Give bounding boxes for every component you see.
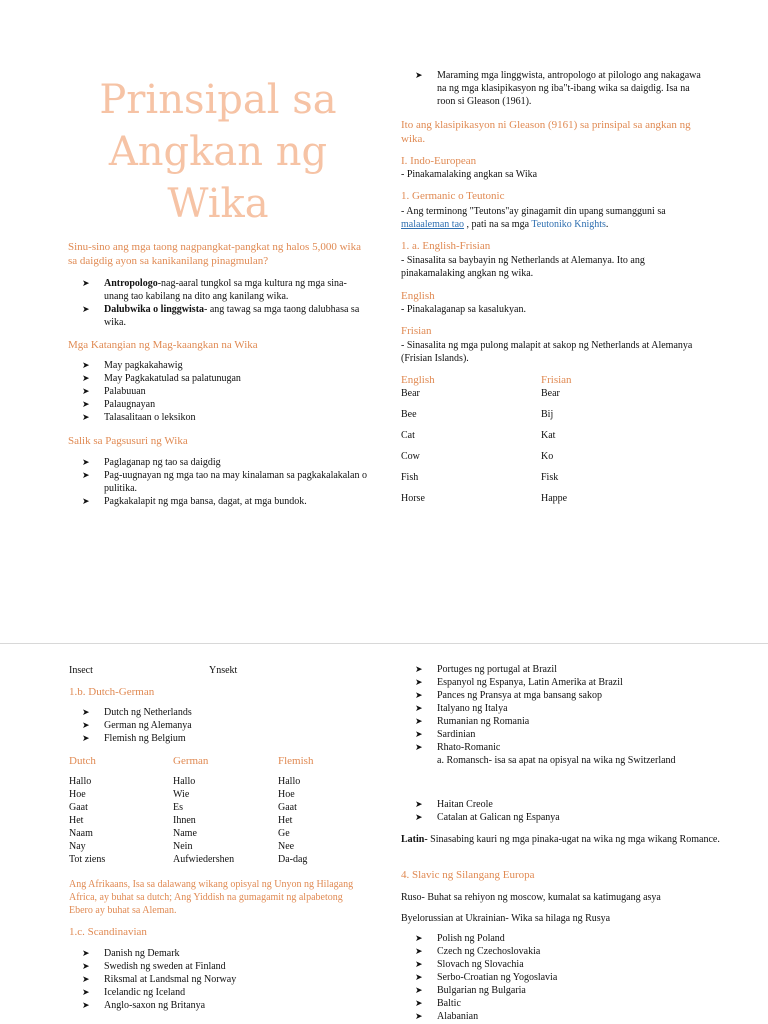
list-item: ➤ Maraming mga linggwista, antropologo at pilologo ang nakagawa na ng mga klasipikasyon ng iba"t-ibang wika sa daigdig. Isa na roon si Gleason (1961).	[415, 70, 701, 107]
list-item: ➤ Palaugnayan	[82, 399, 156, 410]
title-line: Prinsipal sa	[99, 77, 337, 123]
linguist-list	[403, 69, 703, 108]
slavic-heading: 4. Slavic ng Silangang Europa	[401, 869, 535, 881]
list-item: ➤ Icelandic ng Iceland	[82, 987, 186, 998]
katangian-heading: Mga Katangian ng Mag-kaangkan na Wika	[68, 339, 258, 351]
english-heading: English	[401, 290, 435, 302]
katangian-list	[70, 359, 370, 424]
arrow-bullet-icon: ➤	[415, 664, 423, 674]
scandinavian-heading: 1.c. Scandinavian	[69, 926, 147, 938]
list-item: ➤ German ng Alemanya	[82, 720, 192, 731]
arrow-bullet-icon: ➤	[415, 933, 423, 943]
dutch-german-table	[69, 754, 379, 867]
arrow-bullet-icon: ➤	[415, 742, 423, 752]
english-text: - Pinakalaganap sa kasalukyan.	[401, 304, 526, 315]
arrow-bullet-icon: ➤	[82, 1000, 90, 1010]
list-item: ➤ Pag-uugnayan ng mga tao na may kinalaman sa pagkakalakalan o pulitika.	[82, 470, 367, 494]
list-item: ➤ Rhato-Romanic	[415, 742, 501, 753]
list-item: ➤ Pagkakalapit ng mga bansa, dagat, at mga bundok.	[82, 496, 307, 507]
arrow-bullet-icon: ➤	[82, 733, 90, 743]
malaaleman-link[interactable]: malaaleman tao	[401, 219, 465, 230]
frisian-text: - Sinasalita ng mga pulong malapit at sakop ng Netherlands at Alemanya (Frisian Islands).	[401, 340, 693, 364]
arrow-bullet-icon: ➤	[82, 720, 90, 730]
teutoniko-knights-link[interactable]: Teutoniko Knights	[531, 219, 606, 230]
frisian-heading: Frisian	[401, 325, 432, 337]
arrow-bullet-icon: ➤	[415, 716, 423, 726]
table-row: Het Ihnen Het	[69, 815, 293, 826]
table-row: Bear Bear	[401, 388, 560, 399]
list-item: ➤ Rumanian ng Romania	[415, 716, 530, 727]
arrow-bullet-icon: ➤	[82, 304, 90, 314]
arrow-bullet-icon: ➤	[82, 948, 90, 958]
list-item: ➤ Italyano ng Italya	[415, 703, 508, 714]
dutch-german-list	[70, 706, 370, 745]
list-item: ➤ Slovach ng Slovachia	[415, 959, 524, 970]
table-row: Horse Happe	[401, 493, 568, 504]
title-line: Wika	[167, 181, 269, 227]
arrow-bullet-icon: ➤	[415, 998, 423, 1008]
romance-list-2	[403, 798, 723, 824]
salik-list	[70, 456, 370, 508]
list-item: ➤ Flemish ng Belgium	[82, 733, 186, 744]
arrow-bullet-icon: ➤	[415, 812, 423, 822]
germanic-heading: 1. Germanic o Teutonic	[401, 190, 505, 202]
arrow-bullet-icon: ➤	[82, 470, 90, 480]
list-item: ➤ Riksmal at Landsmal ng Norway	[82, 974, 237, 985]
list-item: ➤ Paglaganap ng tao sa daigdig	[82, 457, 221, 468]
arrow-bullet-icon: ➤	[82, 457, 90, 467]
table-row: Cat Kat	[401, 430, 556, 441]
afrikaans-note: Ang Afrikaans, Isa sa dalawang wikang opisyal ng Unyon ng Hilagang Africa, ay buhat sa dutch; Ang Yiddish na gumagamit ng alpabetong Ebero ay buhat sa Aleman.	[69, 879, 354, 916]
list-item: ➤ Talasalitaan o leksikon	[82, 412, 196, 423]
arrow-bullet-icon: ➤	[82, 278, 90, 288]
indo-european-heading: I. Indo-European	[401, 155, 477, 167]
table-header: Dutch German Flemish	[69, 755, 314, 767]
latin-note: Latin- Sinasabing kauri ng mga pinaka-ugat na wika ng mga wikang Romance.	[401, 834, 720, 845]
germanic-text: - Ang terminong "Teutons"ay ginagamit din upang sumangguni sa malaaleman tao , pati na sa mga Teutoniko Knights.	[401, 206, 666, 230]
list-item: ➤ Serbo-Croatian ng Yogoslavia	[415, 972, 558, 983]
list-item: ➤ Catalan at Galican ng Espanya	[415, 812, 560, 823]
arrow-bullet-icon: ➤	[415, 946, 423, 956]
arrow-bullet-icon: ➤	[415, 703, 423, 713]
list-item: ➤ Dutch ng Netherlands	[82, 707, 192, 718]
list-item: ➤ Polish ng Poland	[415, 933, 505, 944]
arrow-bullet-icon: ➤	[415, 1011, 423, 1021]
english-frisian-table	[401, 373, 701, 514]
scandinavian-list	[70, 947, 370, 1012]
list-item: ➤ Swedish ng sweden at Finland	[82, 961, 226, 972]
list-item: ➤ Pances ng Pransya at mga bansang sakop	[415, 690, 602, 701]
arrow-bullet-icon: ➤	[82, 987, 90, 997]
table-header: English Frisian	[401, 374, 572, 386]
arrow-bullet-icon: ➤	[82, 707, 90, 717]
gleason-heading: Ito ang klasipikasyon ni Gleason (9161) sa prinsipal sa angkan ng wika.	[401, 119, 691, 145]
list-item: ➤ Palabuuan	[82, 386, 146, 397]
arrow-bullet-icon: ➤	[415, 690, 423, 700]
list-item: ➤ Portuges ng portugal at Brazil	[415, 664, 557, 675]
arrow-bullet-icon: ➤	[415, 959, 423, 969]
list-item: ➤ Anglo-saxon ng Britanya	[82, 1000, 206, 1011]
dutch-german-heading: 1.b. Dutch-German	[69, 686, 155, 698]
arrow-bullet-icon: ➤	[82, 373, 90, 383]
list-item: ➤ Haitan Creole	[415, 799, 493, 810]
list-item: ➤ Baltic	[415, 998, 461, 1009]
list-item: ➤ Dalubwika o linggwista- ang tawag sa mga taong dalubhasa sa wika.	[82, 304, 360, 328]
arrow-bullet-icon: ➤	[82, 961, 90, 971]
salik-heading: Salik sa Pagsusuri ng Wika	[68, 435, 188, 447]
arrow-bullet-icon: ➤	[82, 974, 90, 984]
arrow-bullet-icon: ➤	[415, 677, 423, 687]
arrow-bullet-icon: ➤	[82, 399, 90, 409]
slavic-list	[403, 932, 723, 1023]
table-row: Gaat Es Gaat	[69, 802, 297, 813]
table-row: Bee Bij	[401, 409, 554, 420]
list-item: ➤ Danish ng Demark	[82, 948, 180, 959]
definition-list	[70, 277, 370, 329]
arrow-bullet-icon: ➤	[415, 729, 423, 739]
list-item: ➤ Alabanian	[415, 1011, 479, 1022]
list-item: ➤ Espanyol ng Espanya, Latin Amerika at Brazil	[415, 677, 623, 688]
page-title	[68, 74, 368, 230]
list-item: ➤ Bulgarian ng Bulgaria	[415, 985, 526, 996]
table-row: Hallo Hallo Hallo	[69, 776, 301, 787]
english-frisian-text: - Sinasalita sa baybayin ng Netherlands at Alemanya. Ito ang pinakamalaking angkan ng wika.	[401, 255, 645, 279]
arrow-bullet-icon: ➤	[82, 496, 90, 506]
question-heading: Sinu-sino ang mga taong nagpangkat-pangkat ng halos 5,000 wika sa daigdig ayon sa kanikanilang pinagmulan?	[68, 241, 361, 267]
list-item: ➤ Czech ng Czechoslovakia	[415, 946, 541, 957]
table-row: Tot ziens Aufwiedershen Da-dag	[69, 854, 308, 865]
english-frisian-heading: 1. a. English-Frisian	[401, 240, 491, 252]
page-divider	[0, 643, 768, 644]
table-row: Cow Ko	[401, 451, 554, 462]
byelorussian-text: Byelorussian at Ukrainian- Wika sa hilaga ng Rusya	[401, 913, 611, 924]
table-row: Nay Nein Nee	[69, 841, 295, 852]
title-line: Angkan ng	[108, 129, 328, 175]
arrow-bullet-icon: ➤	[82, 360, 90, 370]
indo-european-text: - Pinakamalaking angkan sa Wika	[401, 169, 538, 180]
ruso-text: Ruso- Buhat sa rehiyon ng moscow, kumalat sa katimugang asya	[401, 892, 661, 903]
arrow-bullet-icon: ➤	[82, 412, 90, 422]
arrow-bullet-icon: ➤	[415, 985, 423, 995]
arrow-bullet-icon: ➤	[415, 70, 423, 80]
insect-row: Insect Ynsekt	[69, 665, 238, 676]
table-row: Naam Name Ge	[69, 828, 290, 839]
arrow-bullet-icon: ➤	[415, 799, 423, 809]
arrow-bullet-icon: ➤	[415, 972, 423, 982]
table-row: Hoe Wie Hoe	[69, 789, 295, 800]
list-item: ➤ Antropologo-nag-aaral tungkol sa mga kultura ng mga sina-unang tao kabilang na dito ang kanilang wika.	[82, 278, 347, 302]
list-item: ➤ May Pagkakatulad sa palatunugan	[82, 373, 241, 384]
list-item: a. Romansch- isa sa apat na opisyal na wika ng Switzerland	[437, 755, 676, 766]
list-item: ➤ Sardinian	[415, 729, 476, 740]
list-item: ➤ May pagkakahawig	[82, 360, 183, 371]
arrow-bullet-icon: ➤	[82, 386, 90, 396]
table-row: Fish Fisk	[401, 472, 559, 483]
romance-list	[403, 663, 723, 767]
